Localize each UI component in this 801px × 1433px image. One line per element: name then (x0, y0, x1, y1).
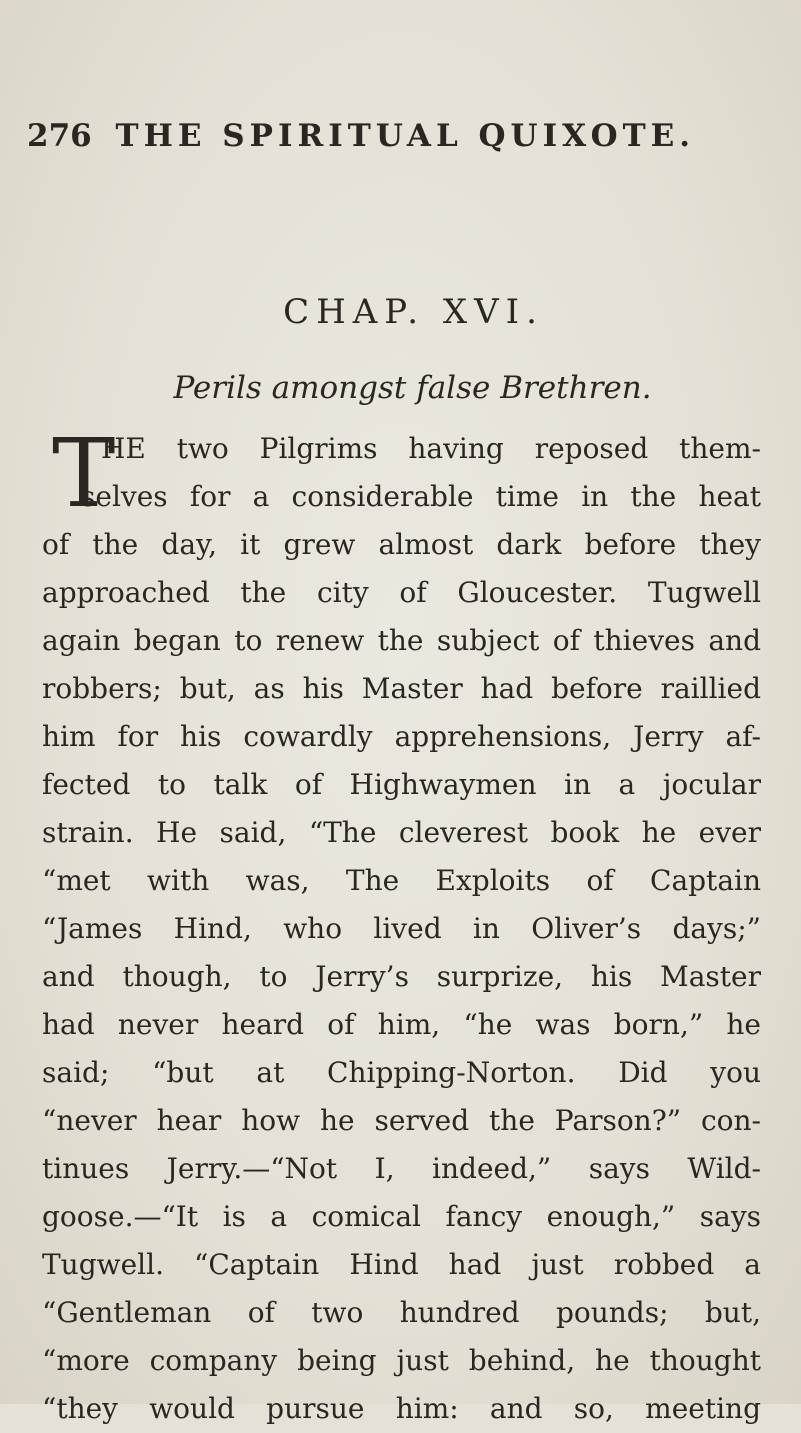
drop-cap: T (52, 419, 116, 529)
text-line: “met with was, The Exploits of Captain (42, 864, 761, 897)
text-line: “they would pursue him: and so, meeting (42, 1392, 761, 1425)
text-line: HE two Pilgrims having reposed them- (101, 432, 761, 465)
text-line: “never hear how he served the Parson?” con- (42, 1104, 761, 1137)
text-line: selves for a considerable time in the heat (81, 480, 761, 513)
text-line: said; “but at Chipping-Norton. Did you (42, 1056, 761, 1089)
text-line: had never heard of him, “he was born,” he (42, 1008, 761, 1041)
text-line: goose.—“It is a comical fancy enough,” says (42, 1200, 761, 1233)
text-line: Tugwell. “Captain Hind had just robbed a (42, 1248, 761, 1281)
chapter-heading: CHAP. XVI. (283, 292, 544, 332)
running-title: THE SPIRITUAL QUIXOTE. (115, 118, 696, 154)
text-line: robbers; but, as his Master had before raillied (42, 672, 761, 705)
running-head (27, 118, 727, 164)
text-line: fected to talk of Highwaymen in a jocular (42, 768, 761, 801)
text-line: of the day, it grew almost dark before they (42, 528, 761, 561)
text-line: him for his cowardly apprehensions, Jerry af- (42, 720, 761, 753)
text-line: again began to renew the subject of thieves and (42, 624, 761, 657)
chapter-subtitle: Perils amongst false Brethren. (173, 370, 652, 406)
text-line: “Gentleman of two hundred pounds; but, (42, 1296, 761, 1329)
text-line: strain. He said, “The cleverest book he ever (42, 816, 761, 849)
text-line: and though, to Jerry’s surprize, his Master (42, 960, 761, 993)
page-number: 276 (27, 118, 92, 154)
text-line: “James Hind, who lived in Oliver’s days;” (42, 912, 761, 945)
text-line: “more company being just behind, he thought (42, 1344, 761, 1377)
text-line: approached the city of Gloucester. Tugwell (42, 576, 761, 609)
text-line: tinues Jerry.—“Not I, indeed,” says Wild- (42, 1152, 761, 1185)
